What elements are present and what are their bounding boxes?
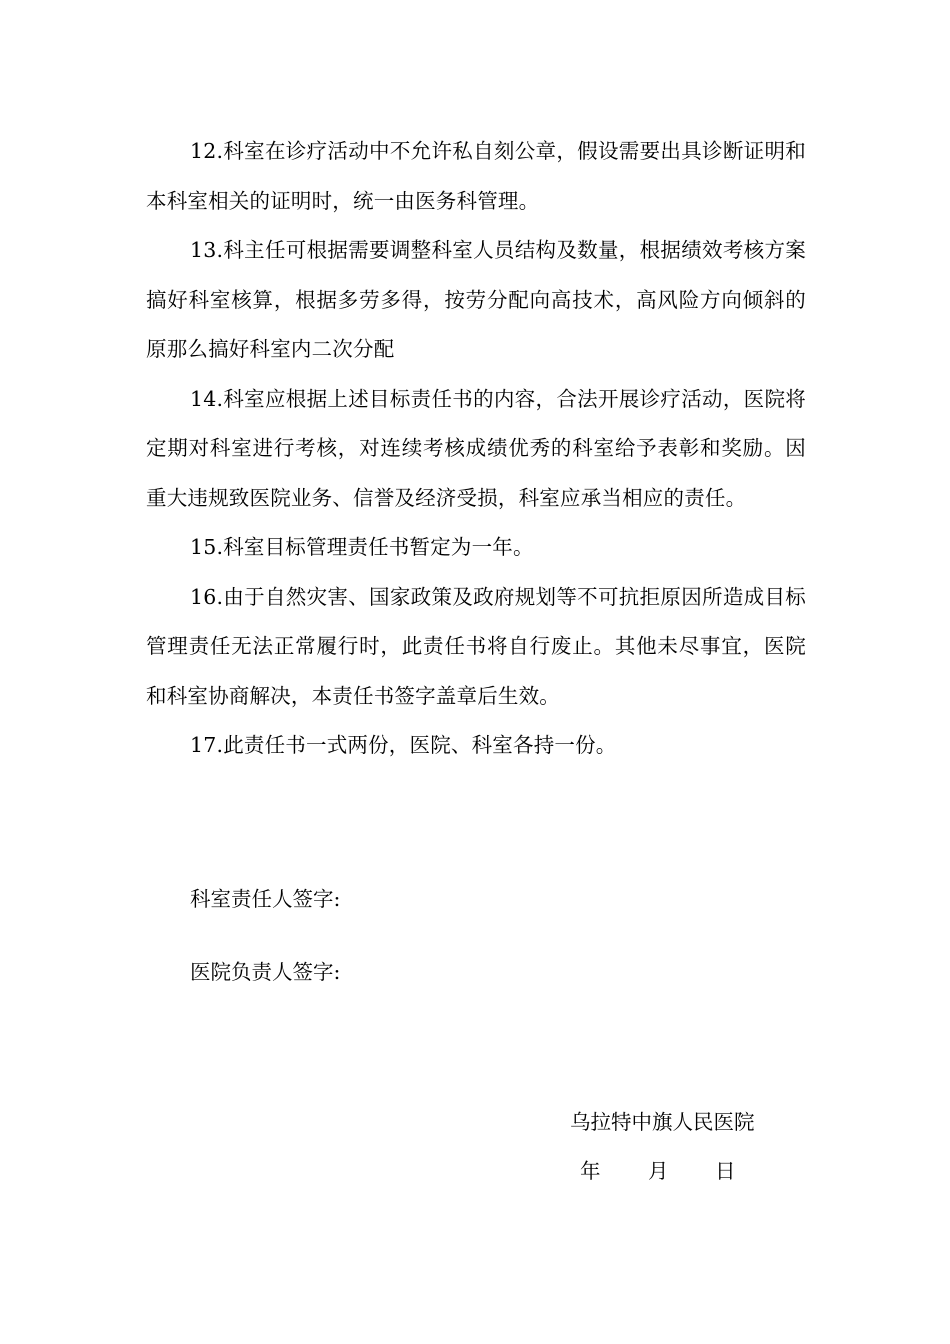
document-body — [146, 127, 806, 771]
organization-name: 乌拉特中旗人民医院 — [570, 1110, 755, 1134]
clause-16: 16.由于自然灾害、国家政策及政府规划等不可抗拒原因所造成目标管理责任无法正常履行时，此责任书将自行废止。其他未尽事宜，医院和科室协商解决，本责任书签字盖章后生效。 — [146, 584, 806, 708]
date-month-label: 月 — [648, 1159, 669, 1183]
clause-13: 13.科主任可根据需要调整科室人员结构及数量，根据绩效考核方案搞好科室核算，根据多劳多得，按劳分配向高技术，高风险方向倾斜的原那么搞好科室内二次分配 — [146, 238, 806, 361]
date-day-label: 日 — [715, 1159, 736, 1183]
hospital-signature-label: 医院负责人签字: — [190, 960, 341, 984]
clause-17: 17.此责任书一式两份，医院、科室各持一份。 — [190, 733, 617, 757]
date-year-label: 年 — [580, 1159, 601, 1183]
department-signature-label: 科室责任人签字: — [190, 887, 341, 911]
clause-12: 12.科室在诊疗活动中不允许私自刻公章，假设需要出具诊断证明和本科室相关的证明时，统一由医务科管理。 — [146, 139, 806, 213]
clause-14: 14.科室应根据上述目标责任书的内容，合法开展诊疗活动，医院将定期对科室进行考核，对连续考核成绩优秀的科室给予表彰和奖励。因重大违规致医院业务、信誉及经济受损，科室应承当相应的责任。 — [146, 386, 806, 510]
clause-15: 15.科室目标管理责任书暂定为一年。 — [190, 535, 534, 559]
